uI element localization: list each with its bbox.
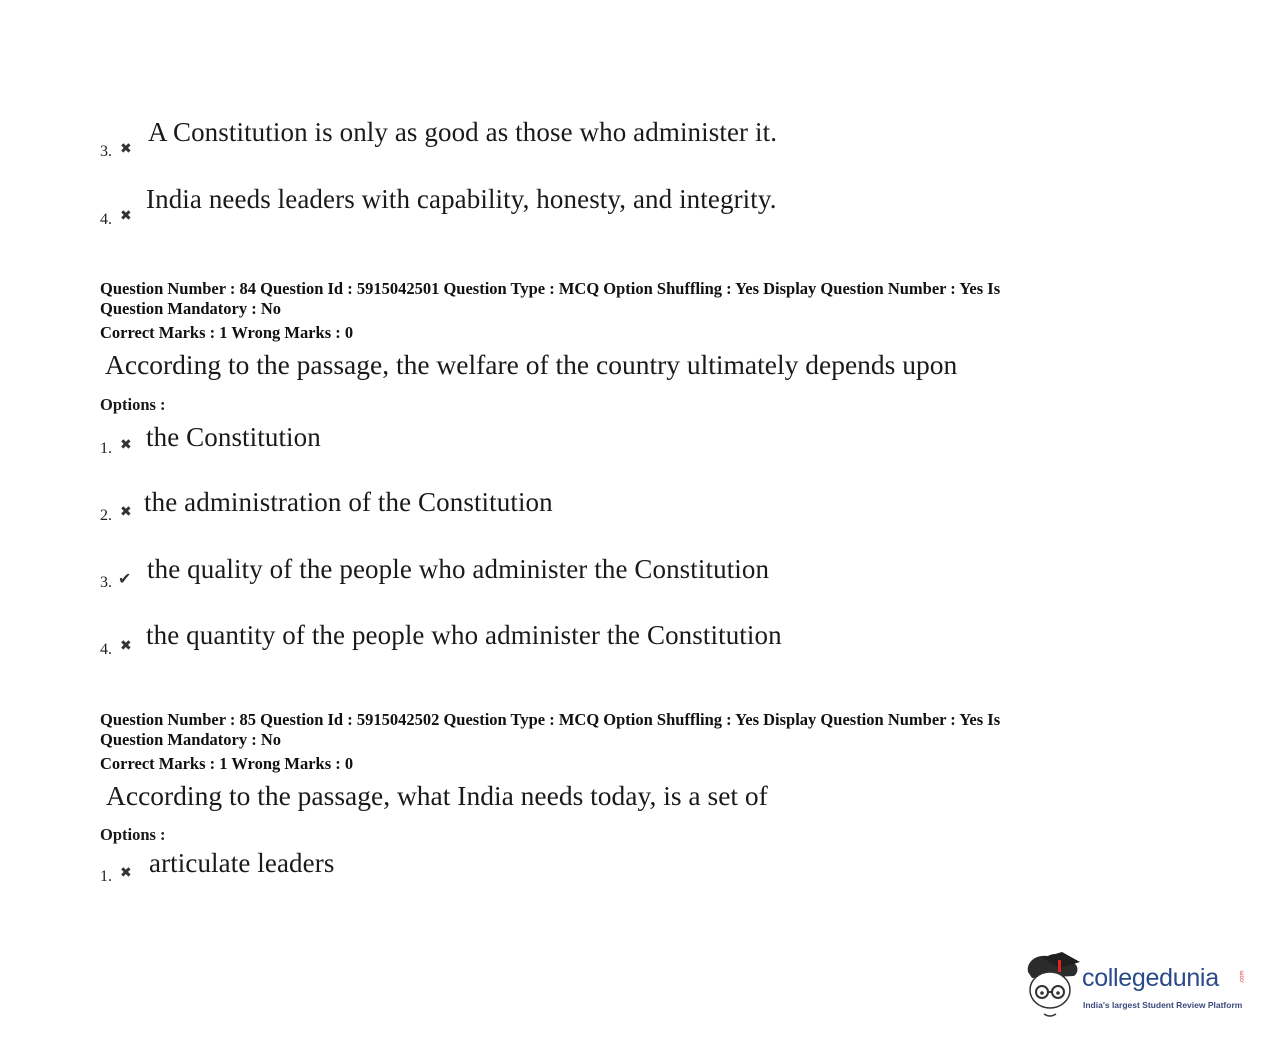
wrong-icon: ✖ [120,505,132,520]
wrong-icon: ✖ [120,639,132,654]
wrong-icon: ✖ [120,209,132,224]
option-text: A Constitution is only as good as those who administer it. [148,117,778,147]
question-text: According to the passage, the welfare of the country ultimately depends upon [105,349,958,380]
question-meta-line: Question Number : 84 Question Id : 5915042501 Question Type : MCQ Option Shuffling : Yes Display Question Number : Yes Is [100,279,1001,298]
check-icon: ✔ [118,571,132,588]
question-marks-line: Correct Marks : 1 Wrong Marks : 0 [100,323,354,342]
options-label: Options : [100,395,166,414]
mascot-icon [1022,950,1082,1020]
options-label: Options : [100,825,166,844]
option-number: 4. [100,641,112,658]
question-meta-line: Question Mandatory : No [100,299,282,318]
option-number: 1. [100,868,112,885]
option-number: 3. [100,143,112,160]
wrong-icon: ✖ [120,142,132,157]
option-text: the quantity of the people who administer the Constitution [146,620,782,650]
option-number: 2. [100,507,112,524]
wrong-icon: ✖ [120,866,132,881]
option-number: 1. [100,440,112,457]
option-text: the administration of the Constitution [144,487,553,517]
wrong-icon: ✖ [120,438,132,453]
option-text: the quality of the people who administer the Constitution [147,554,770,584]
question-meta [100,710,1000,774]
question-meta [100,279,1000,343]
option-number: 3. [100,574,112,591]
option-text: articulate leaders [149,848,335,878]
question-marks-line: Correct Marks : 1 Wrong Marks : 0 [100,754,354,773]
question-meta-line: Question Mandatory : No [100,730,282,749]
question-meta-line: Question Number : 85 Question Id : 5915042502 Question Type : MCQ Option Shuffling : Yes Display Question Number : Yes Is [100,710,1001,729]
logo-tagline: India's largest Student Review Platform [1083,1000,1243,1010]
question-text: According to the passage, what India needs today, is a set of [106,780,768,811]
option-text: the Constitution [146,422,321,452]
option-number: 4. [100,211,112,228]
option-text: India needs leaders with capability, honesty, and integrity. [146,184,777,214]
collegedunia-logo[interactable] [1022,950,1252,1020]
logo-suffix: .com [1239,970,1246,984]
logo-wordmark: collegedunia [1082,964,1219,992]
